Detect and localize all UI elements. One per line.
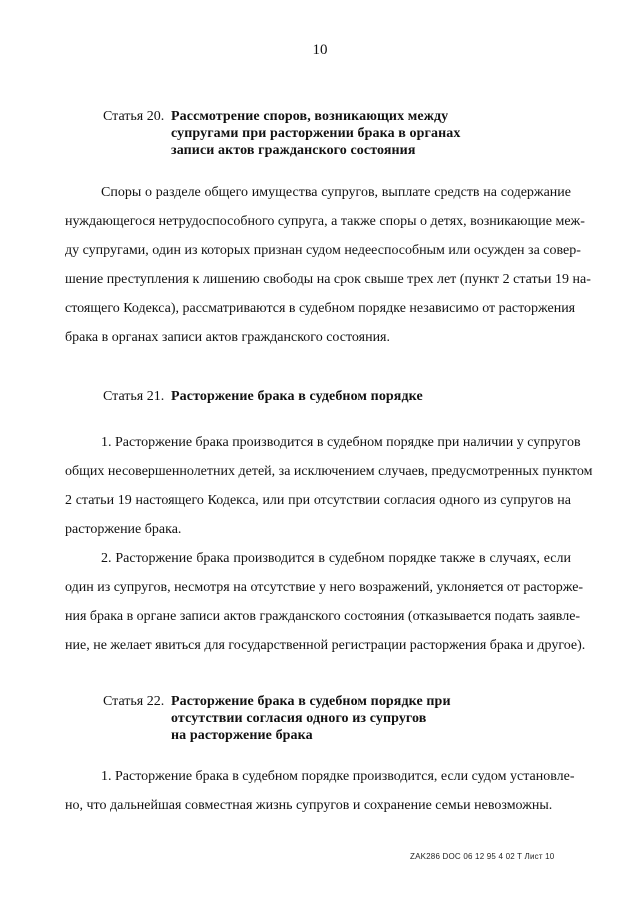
text-line: 2. Расторжение брака производится в судебном порядке также в случаях, если [101, 551, 571, 566]
text-line: стоящего Кодекса), рассматриваются в судебном порядке независимо от расторжения [65, 301, 576, 316]
article-21-title [171, 388, 471, 405]
article-22-title [171, 693, 471, 744]
article-20-title [171, 108, 471, 159]
text-line: нуждающегося нетрудоспособного супруга, а также споры о детях, возникающие меж- [65, 214, 585, 229]
text-line: ние, не желает явиться для государственной регистрации расторжения брака и другое). [65, 638, 586, 653]
text-line: общих несовершеннолетних детей, за исключением случаев, предусмотренных пунктом [65, 464, 593, 479]
text-line: расторжение брака. [65, 522, 182, 537]
article-22-title-line-3: на расторжение брака [171, 728, 313, 743]
article-20-title-line-3: записи актов гражданского состояния [171, 143, 416, 158]
text-line: Споры о разделе общего имущества супругов, выплате средств на содержание [101, 185, 571, 200]
article-22-paragraph-1 [65, 762, 575, 820]
article-22-body [65, 762, 575, 820]
article-21-paragraph-2 [65, 544, 586, 660]
article-22-heading [103, 693, 573, 744]
article-21-paragraph-1 [65, 428, 593, 544]
text-line: один из супругов, несмотря на отсутствие у него возражений, уклоняется от расторже- [65, 580, 584, 595]
article-21-title-line-1: Расторжение брака в судебном порядке [171, 389, 423, 404]
text-line: но, что дальнейшая совместная жизнь супругов и сохранение семьи невозможны. [65, 798, 553, 813]
text-line: 1. Расторжение брака в судебном порядке производится, если судом установле- [101, 769, 575, 784]
article-20-body [65, 178, 591, 352]
article-22-title-line-2: отсутствии согласия одного из супругов [171, 711, 427, 726]
article-22-title-line-1: Расторжение брака в судебном порядке при [171, 694, 451, 709]
text-line: 2 статьи 19 настоящего Кодекса, или при отсутствии согласия одного из супругов на [65, 493, 571, 508]
page-number: 10 [312, 42, 328, 58]
text-line: 1. Расторжение брака производится в судебном порядке при наличии у супругов [101, 435, 581, 450]
article-20-heading [103, 108, 573, 159]
text-line: ния брака в органе записи актов гражданского состояния (отказывается подать заявле- [65, 609, 581, 624]
article-21-label: Статья 21. [103, 389, 165, 404]
article-20-title-line-2: супругами при расторжении брака в органах [171, 126, 461, 141]
article-20-title-line-1: Рассмотрение споров, возникающих между [171, 109, 449, 124]
article-21-heading [103, 388, 573, 405]
document-footer: ZAK286 DOC 06 12 95 4 02 T Лист 10 [410, 852, 555, 861]
article-20-paragraph-1 [65, 178, 591, 352]
article-22-label: Статья 22. [103, 694, 165, 709]
text-line: брака в органах записи актов гражданского состояния. [65, 330, 391, 345]
text-line: шение преступления к лишению свободы на срок свыше трех лет (пункт 2 статьи 19 на- [65, 272, 591, 287]
article-20-label: Статья 20. [103, 109, 165, 124]
text-line: ду супругами, один из которых признан судом недееспособным или осужден за совер- [65, 243, 581, 258]
article-21-body [65, 428, 593, 660]
